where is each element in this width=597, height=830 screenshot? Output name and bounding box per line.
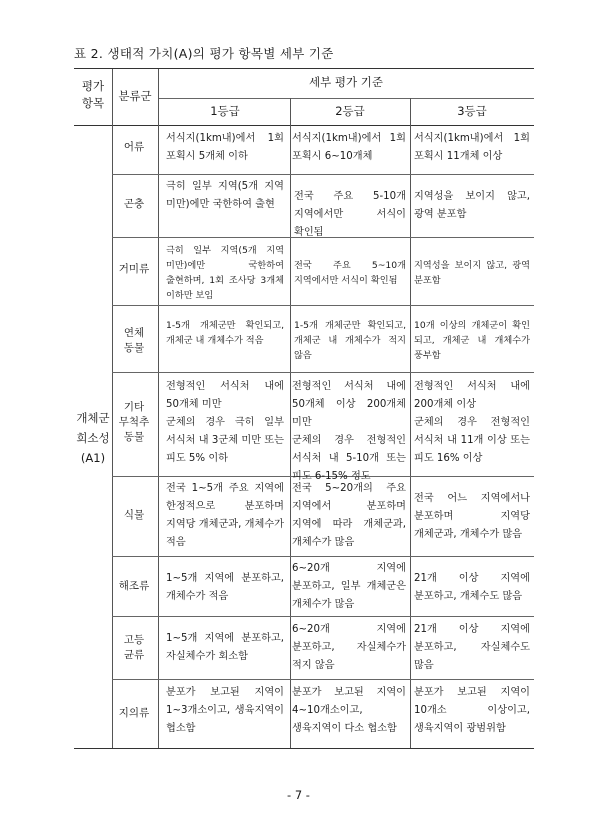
cell-lichen-grade2: 분포가 보고된 지역이 4~10개소이고, 생육지역이 다소 협소함: [292, 687, 406, 734]
cell-plant-grade3: 전국 어느 지역에서나 분포하며 지역당 개체군과, 개체수가 많음: [414, 493, 530, 540]
header-grade1: 1등급: [210, 104, 240, 118]
category-plant: 식물: [123, 509, 145, 521]
cell-seaweed-grade3: 21개 이상 지역에 분포하고, 개체수도 많음: [414, 573, 530, 602]
cell-fungi-grade1: 1~5개 지역에 분포하고, 자실체수가 회소함: [166, 633, 284, 662]
header-grade2: 2등급: [335, 104, 365, 118]
cell-fish-grade2: 서식지(1km내)에서 1회 포획시 6~10개체: [292, 133, 406, 162]
cell-fungi-grade2: 6~20개 지역에 분포하고, 자실체수가 적지 않음: [292, 624, 406, 671]
table-caption: 표 2. 생태적 가치(A)의 평가 항목별 세부 기준: [74, 46, 334, 61]
category-higher-fungi: 고등 균류: [123, 634, 145, 661]
cell-fish-grade3: 서식지(1km내)에서 1회 포획시 11개체 이상: [414, 133, 530, 162]
row-separator: [112, 556, 534, 557]
row-separator: [112, 616, 534, 617]
header-grade3: 3등급: [457, 104, 487, 118]
cell-lichen-grade3: 분포가 보고된 지역이 10개소 이상이고, 생육지역이 광범위함: [414, 687, 530, 734]
cell-spider-grade3: 지역성을 보이지 않고, 광역 분포함: [414, 260, 530, 286]
table-bottom-rule: [74, 748, 534, 749]
cell-mollusk-grade3: 10개 이상의 개체군이 확인 되고, 개체군 내 개체수가 풍부함: [414, 320, 530, 361]
cell-invertebrate-grade2: 전형적인 서식처 내에 50개체 이상 200개체 미만 군체의 경우 전형적인 서식처 내 5-10개 또는 피도 6-15% 정도: [292, 381, 406, 482]
cell-spider-grade2: 전국 주요 5~10개 지역에서만 서식이 확인됨: [294, 260, 406, 286]
cell-plant-grade2: 전국 5~20개의 주요 지역에서 분포하며 지역에 따라 개체군과, 개체수가 많음: [292, 483, 406, 548]
row-separator: [112, 305, 534, 306]
cell-mollusk-grade2: 1-5개 개체군만 확인되고, 개체군 내 개체수가 적지 않음: [294, 320, 406, 361]
category-other-invertebrate: 기타 무척추 동물: [118, 401, 150, 443]
row-separator: [112, 372, 534, 373]
cell-mollusk-grade1: 1-5개 개체군만 확인되고, 개체군 내 개체수가 적음: [166, 320, 284, 346]
category-insect: 곤충: [123, 198, 145, 210]
cell-fish-grade1: 서식지(1km내)에서 1회 포획시 5개체 이하: [166, 133, 284, 162]
table-header-rule: [74, 125, 534, 126]
grade-header-divider: [158, 98, 534, 99]
row-separator: [112, 174, 534, 175]
cell-fungi-grade3: 21개 이상 지역에 분포하고, 자실체수도 많음: [414, 624, 530, 671]
cell-invertebrate-grade3: 전형적인 서식처 내에 200개체 이상 군체의 경우 전형적인 서식처 내 11개 이상 또는 피도 16% 이상: [414, 381, 530, 464]
cell-plant-grade1: 전국 1~5개 주요 지역에 한정적으로 분포하며 지역당 개체군과, 개체수가 적음: [166, 483, 284, 548]
column-divider-category: [158, 69, 159, 748]
table-top-rule: [74, 68, 534, 69]
header-criteria: 세부 평가 기준: [309, 75, 383, 89]
group-label: 개체군 희소성 (A1): [76, 411, 110, 465]
category-spider: 거미류: [118, 263, 150, 275]
row-separator: [112, 679, 534, 680]
header-category: 분류군: [118, 89, 152, 103]
header-item: 평가 항목: [81, 79, 105, 110]
category-lichen: 지의류: [118, 707, 150, 719]
column-divider-grade1: [290, 98, 291, 748]
cell-insect-grade2: 전국 주요 5-10개 지역에서만 서식이 확인됨: [294, 191, 406, 238]
cell-spider-grade1: 극히 일부 지역(5개 지역 미만)에만 국한하여 출현하며, 1회 조사당 3개체 이하만 보임: [166, 245, 284, 301]
category-mollusk: 연체 동물: [123, 327, 145, 354]
column-divider-grade2: [410, 98, 411, 748]
cell-invertebrate-grade1: 전형적인 서식처 내에 50개체 미만 군체의 경우 극히 일부 서식처 내 3군체 미만 또는 피도 5% 이하: [166, 381, 284, 464]
page-number: - 7 -: [287, 788, 310, 802]
cell-seaweed-grade2: 6~20개 지역에 분포하고, 일부 개체군은 개체수가 많음: [292, 563, 406, 610]
cell-seaweed-grade1: 1~5개 지역에 분포하고, 개체수가 적음: [166, 573, 284, 602]
category-fish: 어류: [123, 141, 145, 153]
category-seaweed: 해조류: [118, 580, 150, 592]
cell-insect-grade1: 극히 일부 지역(5개 지역 미만)에만 국한하여 출현: [166, 181, 284, 210]
cell-lichen-grade1: 분포가 보고된 지역이 1~3개소이고, 생육지역이 협소함: [166, 687, 284, 734]
cell-insect-grade3: 지역성을 보이지 않고, 광역 분포함: [414, 191, 530, 220]
